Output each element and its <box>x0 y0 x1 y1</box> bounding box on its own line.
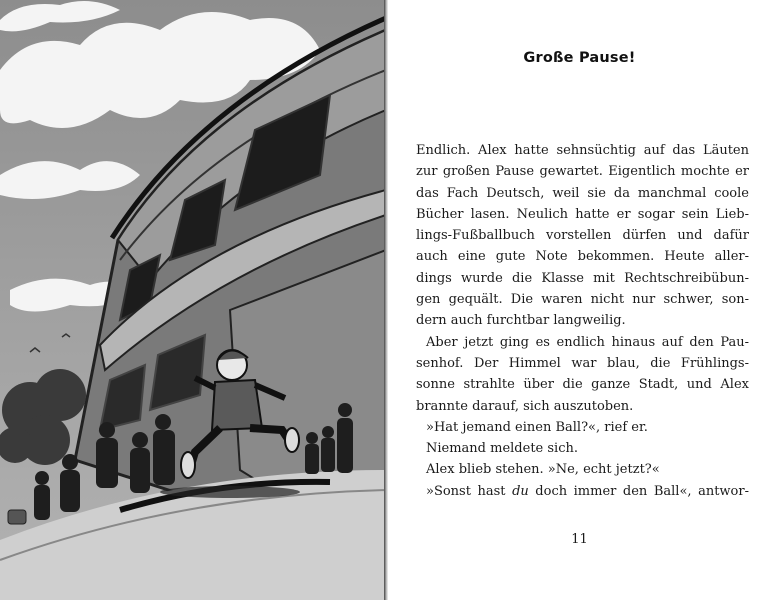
page-number: 11 <box>571 532 588 547</box>
text-page <box>388 0 771 600</box>
text-line: lings-Fußballbuch vorstellen dürfen und dafür <box>416 228 749 244</box>
chapter-title: Große Pause! <box>523 50 636 66</box>
text-line: senhof. Der Himmel war blau, die Frühlings- <box>416 355 749 371</box>
text-line: »Sonst hast du doch immer den Ball«, antwor- <box>426 483 749 499</box>
text-line: Alex blieb stehen. »Ne, echt jetzt?« <box>426 462 660 478</box>
text-line: Endlich. Alex hatte sehnsüchtig auf das Läuten <box>416 143 749 158</box>
text-line: dings wurde die Klasse mit Rechtschreibübun- <box>416 270 749 286</box>
text-line: Niemand meldete sich. <box>426 441 578 457</box>
text-line: brannte darauf, sich auszutoben. <box>416 398 634 414</box>
text-line: das Fach Deutsch, weil sie da manchmal coole <box>416 185 749 201</box>
text-line: sonne strahlte über die ganze Stadt, und Alex <box>416 377 749 393</box>
body-text <box>416 140 749 502</box>
text-line: zur großen Pause gewartet. Eigentlich mochte er <box>416 164 749 180</box>
text-line: Bücher lasen. Neulich hatte er sogar sein Lieb- <box>416 206 749 222</box>
text-line: Aber jetzt ging es endlich hinaus auf den Pau- <box>426 334 749 350</box>
text-line: dern auch furchtbar langweilig. <box>416 313 626 329</box>
text-line: gen gequält. Die waren nicht nur schwer, son- <box>416 292 749 308</box>
text-line: auch eine gute Note bekommen. Heute aller- <box>416 249 749 265</box>
text-line: »Hat jemand einen Ball?«, rief er. <box>426 419 648 435</box>
